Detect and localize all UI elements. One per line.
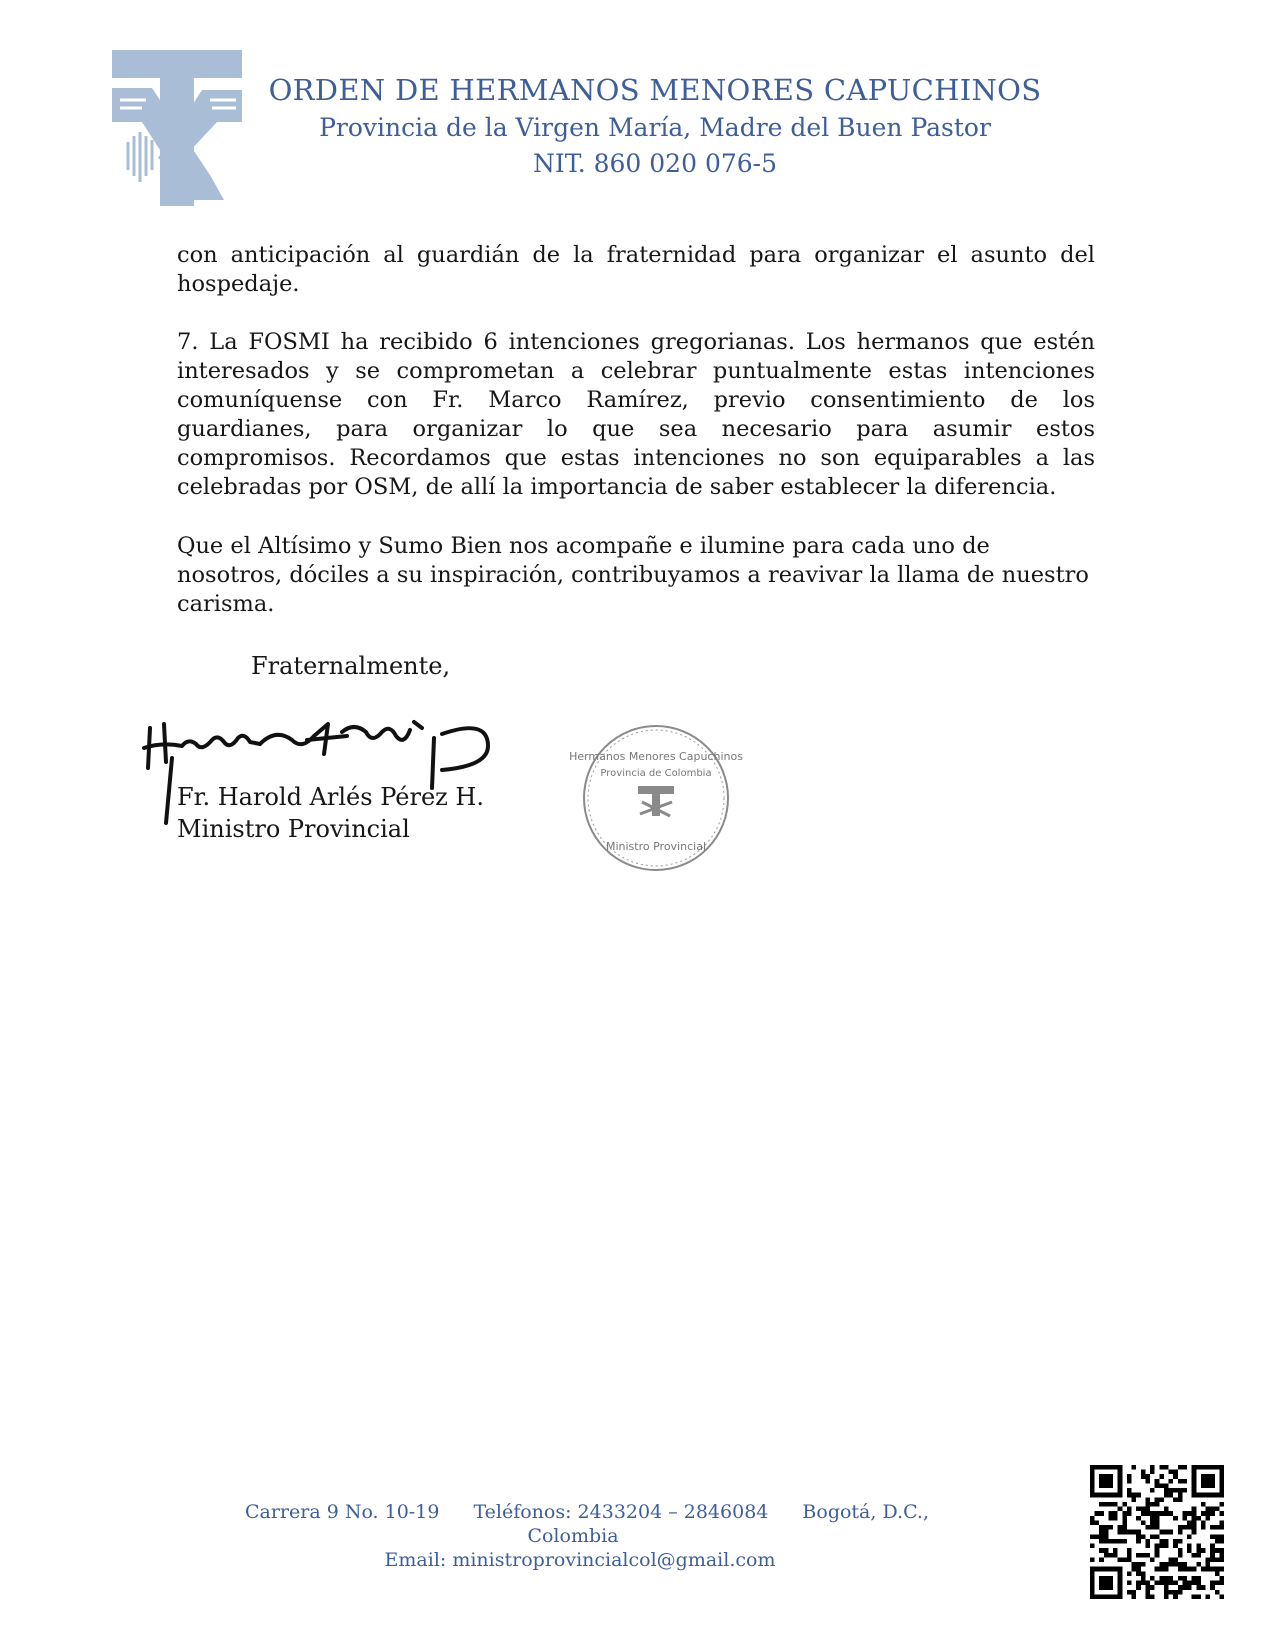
handwritten-signature [142,718,512,828]
footer-address: Carrera 9 No. 10-19 [244,1501,440,1523]
signer-name: Fr. Harold Arlés Pérez H. [177,783,484,811]
capuchin-tau-emblem-icon [112,50,252,208]
seal-bottom-text: Ministro Provincial [605,840,707,853]
org-name: ORDEN DE HERMANOS MENORES CAPUCHINOS [268,73,1042,107]
province-name: Provincia de la Virgen María, Madre del Buen Pastor [319,113,991,142]
footer [200,1500,960,1572]
seal-inner-text: Provincia de Colombia [600,768,712,779]
paragraph-2: 7. La FOSMI ha recibido 6 intenciones gregorianas. Los hermanos que estén interesados y se comprometan a celebrar puntualmente estas intenciones comuníquense con Fr. Marco Ramírez, previo consentimiento de los guardianes, para organizar lo que sea necesario para asumir estos compromisos. Recordamos que estas intenciones no son equiparables a las celebradas por OSM, de allí la importancia de saber establecer la diferencia. [177,329,1095,500]
ministro-provincial-seal-icon [569,722,743,874]
paragraph-3: Que el Altísimo y Sumo Bien nos acompañe e ilumine para cada uno de nosotros, dóciles a su inspiración, contribuyamos a reavivar la llama de nuestro carisma. [177,533,1089,617]
footer-email: Email: ministroprovincialcol@gmail.com [384,1549,776,1571]
footer-phones: Teléfonos: 2433204 – 2846084 [473,1501,769,1523]
signer-title: Ministro Provincial [177,815,410,843]
qr-code-icon [1090,1465,1224,1599]
closing-salutation: Fraternalmente, [251,652,451,680]
letterhead [255,72,1055,181]
footer-city: Bogotá, D.C., Colombia [527,1501,930,1547]
nit-number: NIT. 860 020 076-5 [532,149,778,178]
seal-top-text: Hermanos Menores Capuchinos [569,750,743,763]
paragraph-1: con anticipación al guardián de la fraternidad para organizar el asunto del hospedaje. [177,242,1095,297]
